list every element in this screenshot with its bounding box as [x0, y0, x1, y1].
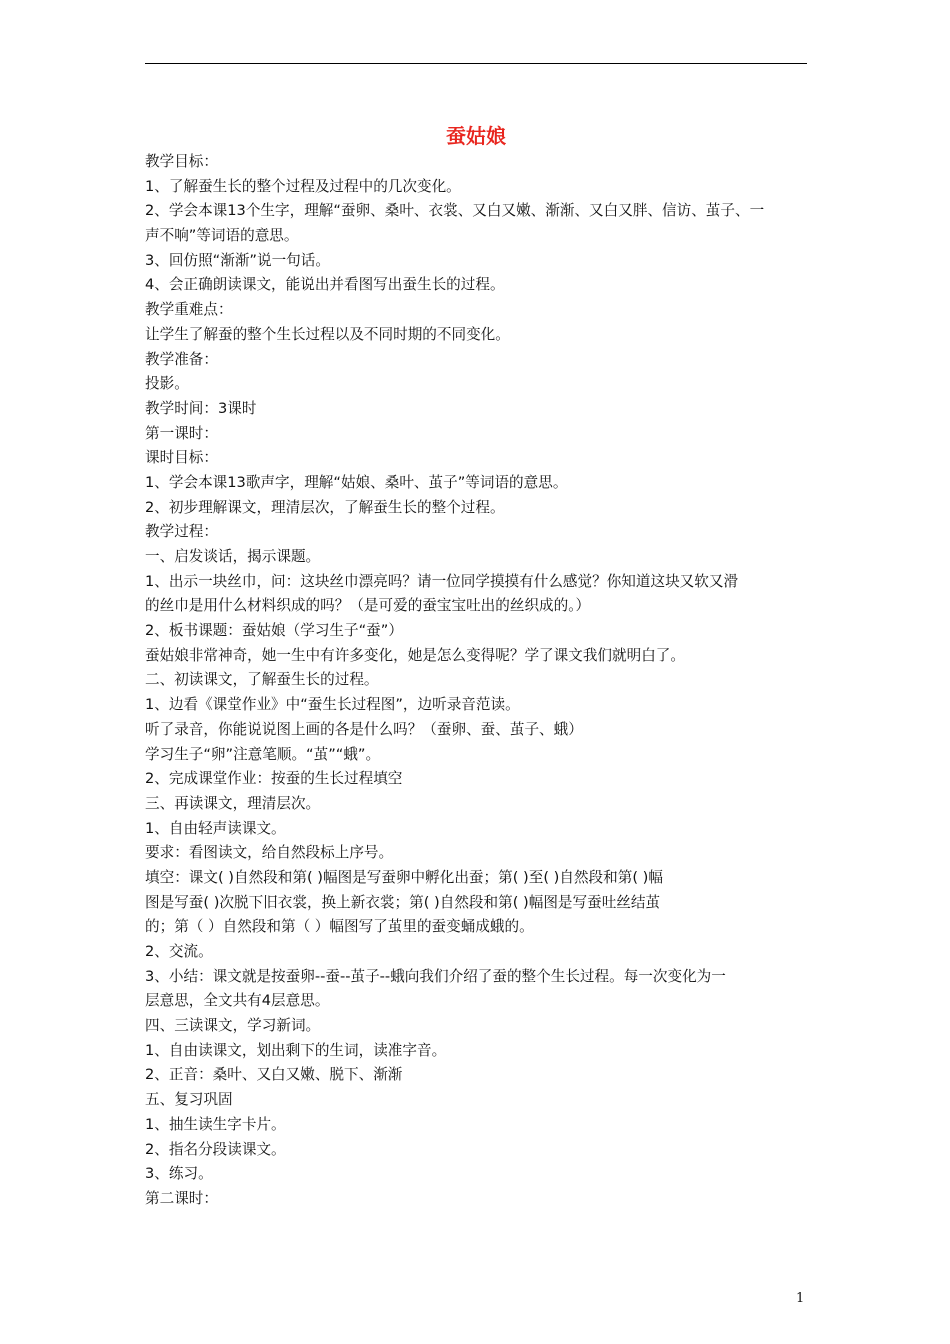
page-number: 1	[796, 1291, 805, 1306]
text-line: 1、自由读课文，划出剩下的生词，读准字音。	[145, 1041, 447, 1059]
text-line: 2、板书课题：蚕姑娘（学习生子“蚕”）	[145, 622, 403, 640]
text-line: 2、初步理解课文，理清层次，了解蚕生长的整个过程。	[145, 498, 505, 516]
text-line: 课时目标：	[145, 449, 218, 467]
text-line: 要求：看图读文，给自然段标上序号。	[145, 844, 394, 862]
text-line: 教学过程：	[145, 523, 218, 541]
text-line: 2、交流。	[145, 943, 213, 960]
text-line: 五、复习巩固	[145, 1091, 233, 1109]
text-line: 图是写蚕( )次脱下旧衣裳，换上新衣裳；第( )自然段和第( )幅图是写蚕吐丝结茧	[145, 893, 661, 911]
text-line: 第一课时：	[145, 424, 218, 442]
text-line: 教学重难点：	[145, 301, 233, 319]
text-line: 教学准备：	[145, 350, 218, 368]
document-title: 蚕姑娘	[446, 124, 506, 148]
text-line: 听了录音，你能说说图上画的各是什么吗？（蚕卵、蚕、茧子、蛾）	[145, 720, 583, 738]
text-line: 1、了解蚕生长的整个过程及过程中的几次变化。	[145, 177, 461, 195]
text-line: 让学生了解蚕的整个生长过程以及不同时期的不同变化。	[145, 325, 510, 343]
text-line: 1、抽生读生字卡片。	[145, 1115, 286, 1133]
header-rule	[145, 63, 807, 64]
text-line: 的丝巾是用什么材料织成的吗？（是可爱的蚕宝宝吐出的丝织成的。）	[145, 597, 591, 615]
text-line: 学习生子“卵”注意笔顺。“茧”“蛾”。	[145, 745, 381, 763]
text-line: 2、学会本课13个生字，理解“蚕卵、桑叶、衣裳、又白又嫩、渐渐、又白又胖、信访、茧子、一	[145, 202, 765, 220]
text-line: 1、自由轻声读课文。	[145, 819, 286, 837]
text-line: 的；第（ ）自然段和第（ ）幅图写了茧里的蚕变蛹成蛾的。	[145, 918, 534, 936]
text-line: 三、再读课文，理清层次。	[145, 794, 321, 812]
text-line: 1、边看《课堂作业》中“蚕生长过程图”，边听录音范读。	[145, 696, 520, 714]
text-line: 声不响”等词语的意思。	[145, 227, 299, 245]
text-line: 教学时间：3课时	[145, 399, 257, 417]
text-line: 1、出示一块丝巾，问：这块丝巾漂亮吗？请一位同学摸摸有什么感觉？你知道这块又软又滑	[145, 572, 739, 590]
text-line: 教学目标：	[145, 153, 218, 170]
document-body	[145, 150, 809, 1212]
text-line: 投影。	[145, 375, 189, 393]
text-line: 二、初读课文，了解蚕生长的过程。	[145, 671, 379, 689]
text-line: 蚕姑娘非常神奇，她一生中有许多变化，她是怎么变得呢？学了课文我们就明白了。	[145, 646, 685, 664]
text-line: 2、正音：桑叶、又白又嫩、脱下、渐渐	[145, 1066, 403, 1084]
text-line: 填空：课文( )自然段和第( )幅图是写蚕卵中孵化出蚕；第( )至( )自然段和第( )幅	[145, 868, 663, 886]
text-line: 一、启发谈话，揭示课题。	[145, 548, 321, 565]
text-line: 1、学会本课13歌声字，理解“姑娘、桑叶、茧子”等词语的意思。	[145, 473, 568, 491]
text-line: 层意思，全文共有4层意思。	[145, 992, 330, 1010]
text-line: 3、练习。	[145, 1165, 213, 1183]
text-line: 4、会正确朗读课文，能说出并看图写出蚕生长的过程。	[145, 276, 505, 294]
text-line: 3、小结：课文就是按蚕卵--蚕--茧子--蛾向我们介绍了蚕的整个生长过程。每一次变化为一	[145, 967, 726, 985]
text-line: 四、三读课文，学习新词。	[145, 1017, 321, 1035]
text-line: 2、指名分段读课文。	[145, 1140, 286, 1158]
text-line: 3、回仿照“渐渐”说一句话。	[145, 251, 330, 269]
text-line: 2、完成课堂作业：按蚕的生长过程填空	[145, 770, 403, 788]
text-line: 第二课时：	[145, 1189, 218, 1207]
